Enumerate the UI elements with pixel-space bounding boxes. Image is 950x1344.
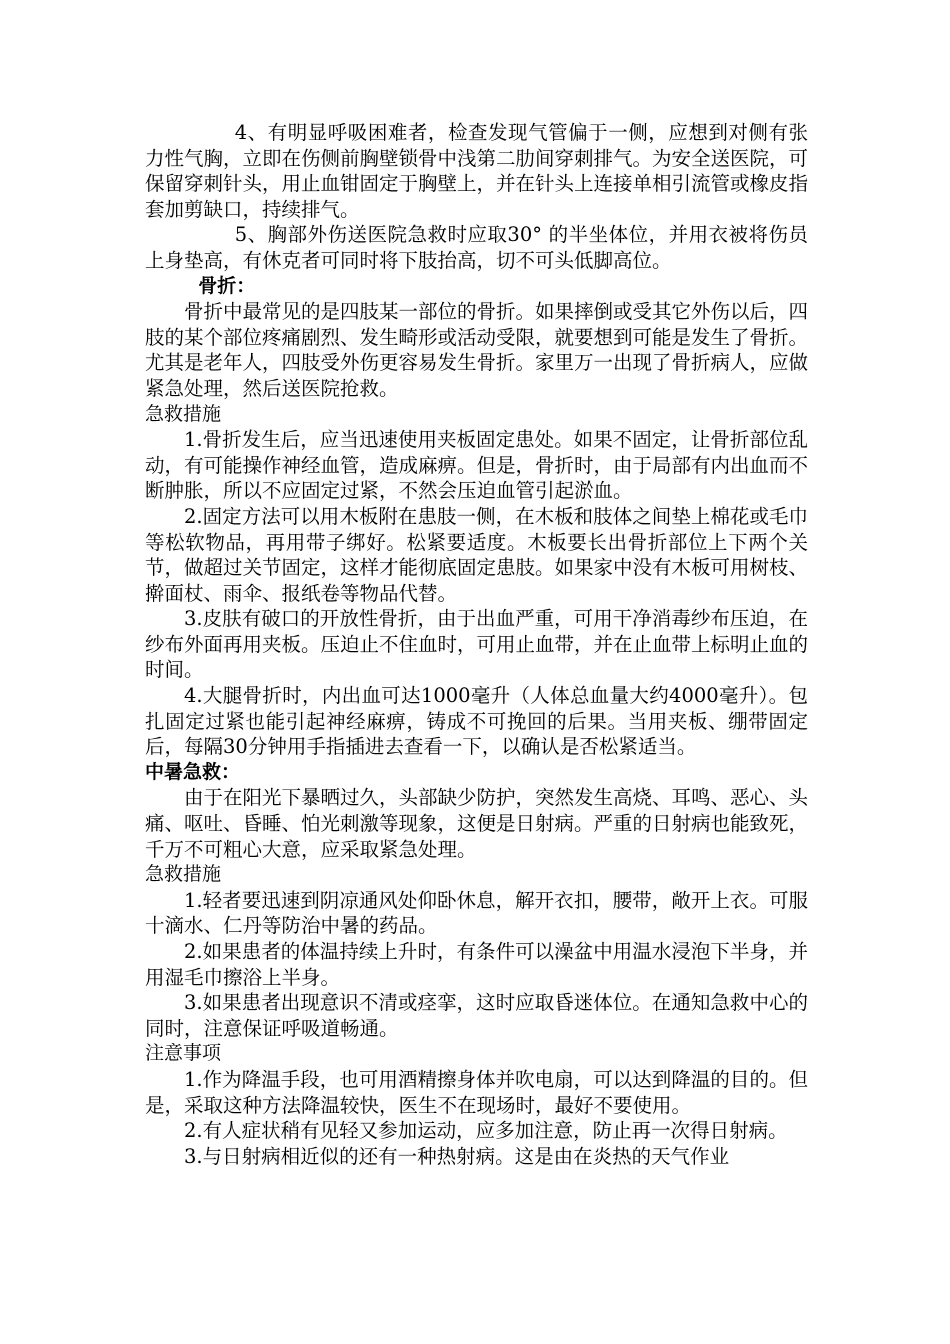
document-page xyxy=(145,120,808,1169)
heatstroke-measures-title: 急救措施 xyxy=(145,863,222,886)
fracture-item-2: 2.固定方法可以用木板附在患肢一侧，在木板和肢体之间垫上棉花或毛巾等松软物品，再用带子绑好。松紧要适度。木板要长出骨折部位上下两个关节，做超过关节固定，这样才能彻底固定患肢。如果家中没有木板可用树枝、擀面杖、雨伞、报纸卷等物品代替。 xyxy=(145,504,809,605)
heatstroke-note-3: 3.与日射病相近似的还有一种热射病。这是由在炎热的天气作业 xyxy=(184,1144,730,1168)
fracture-measures-title: 急救措施 xyxy=(145,402,222,425)
heatstroke-intro: 由于在阳光下暴晒过久，头部缺少防护，突然发生高烧、耳鸣、恶心、头痛、呕吐、昏睡、怕光刺激等现象，这便是日射病。严重的日射病也能致死，千万不可粗心大意，应采取紧急处理。 xyxy=(145,786,809,861)
heatstroke-heading: 中暑急救： xyxy=(145,760,241,783)
fracture-intro: 骨折中最常见的是四肢某一部位的骨折。如果摔倒或受其它外伤以后，四肢的某个部位疼痛剧烈、发生畸形或活动受限，就要想到可能是发生了骨折。尤其是老年人，四肢受外伤更容易发生骨折。家里万一出现了骨折病人，应做紧急处理，然后送医院抢救。 xyxy=(145,300,809,400)
heatstroke-note-2: 2.有人症状稍有见轻又参加运动，应多加注意，防止再一次得日射病。 xyxy=(184,1119,788,1143)
chest-item-5: 5、胸部外伤送医院急救时应取30° 的半坐体位，并用衣被将伤员上身垫高，有休克者可同时将下肢抬高，切不可头低脚高位。 xyxy=(145,223,808,272)
heatstroke-notes-title: 注意事项 xyxy=(145,1042,222,1065)
heatstroke-note-1: 1.作为降温手段，也可用酒精擦身体并吹电扇，可以达到降温的目的。但是，采取这种方法降温较快，医生不在现场时，最好不要使用。 xyxy=(145,1067,808,1117)
heatstroke-item-1: 1.轻者要迅速到阴凉通风处仰卧休息，解开衣扣，腰带，敞开上衣。可服十滴水、仁丹等防治中暑的药品。 xyxy=(145,888,808,938)
fracture-heading: 骨折： xyxy=(198,274,256,297)
heatstroke-item-3: 3.如果患者出现意识不清或痉挛，这时应取昏迷体位。在通知急救中心的同时，注意保证呼吸道畅通。 xyxy=(145,991,808,1040)
fracture-item-3: 3.皮肤有破口的开放性骨折，由于出血严重，可用干净消毒纱布压迫，在纱布外面再用夹板。压迫止不住血时，可用止血带，并在止血带上标明止血的时间。 xyxy=(145,607,809,682)
fracture-item-1: 1.骨折发生后，应当迅速使用夹板固定患处。如果不固定，让骨折部位乱动，有可能操作神经血管，造成麻痹。但是，骨折时，由于局部有内出血而不断肿胀，所以不应固定过紧，不然会压迫血管引起淤血。 xyxy=(145,428,809,503)
heatstroke-item-2: 2.如果患者的体温持续上升时，有条件可以澡盆中用温水浸泡下半身，并用湿毛巾擦浴上半身。 xyxy=(145,940,808,989)
chest-item-4: 4、有明显呼吸困难者，检查发现气管偏于一侧，应想到对侧有张力性气胸，立即在伤侧前胸壁锁骨中浅第二肋间穿刺排气。为安全送医院，可保留穿刺针头，用止血钳固定于胸壁上，并在针头上连接单相引流管或橡皮指套加剪缺口，持续排气。 xyxy=(145,121,809,221)
fracture-item-4: 4.大腿骨折时，内出血可达1000毫升（人体总血量大约4000毫升）。包扎固定过紧也能引起神经麻痹，铸成不可挽回的后果。当用夹板、绷带固定后，每隔30分钟用手指插进去查看一下，以确认是否松紧适当。 xyxy=(145,684,808,759)
